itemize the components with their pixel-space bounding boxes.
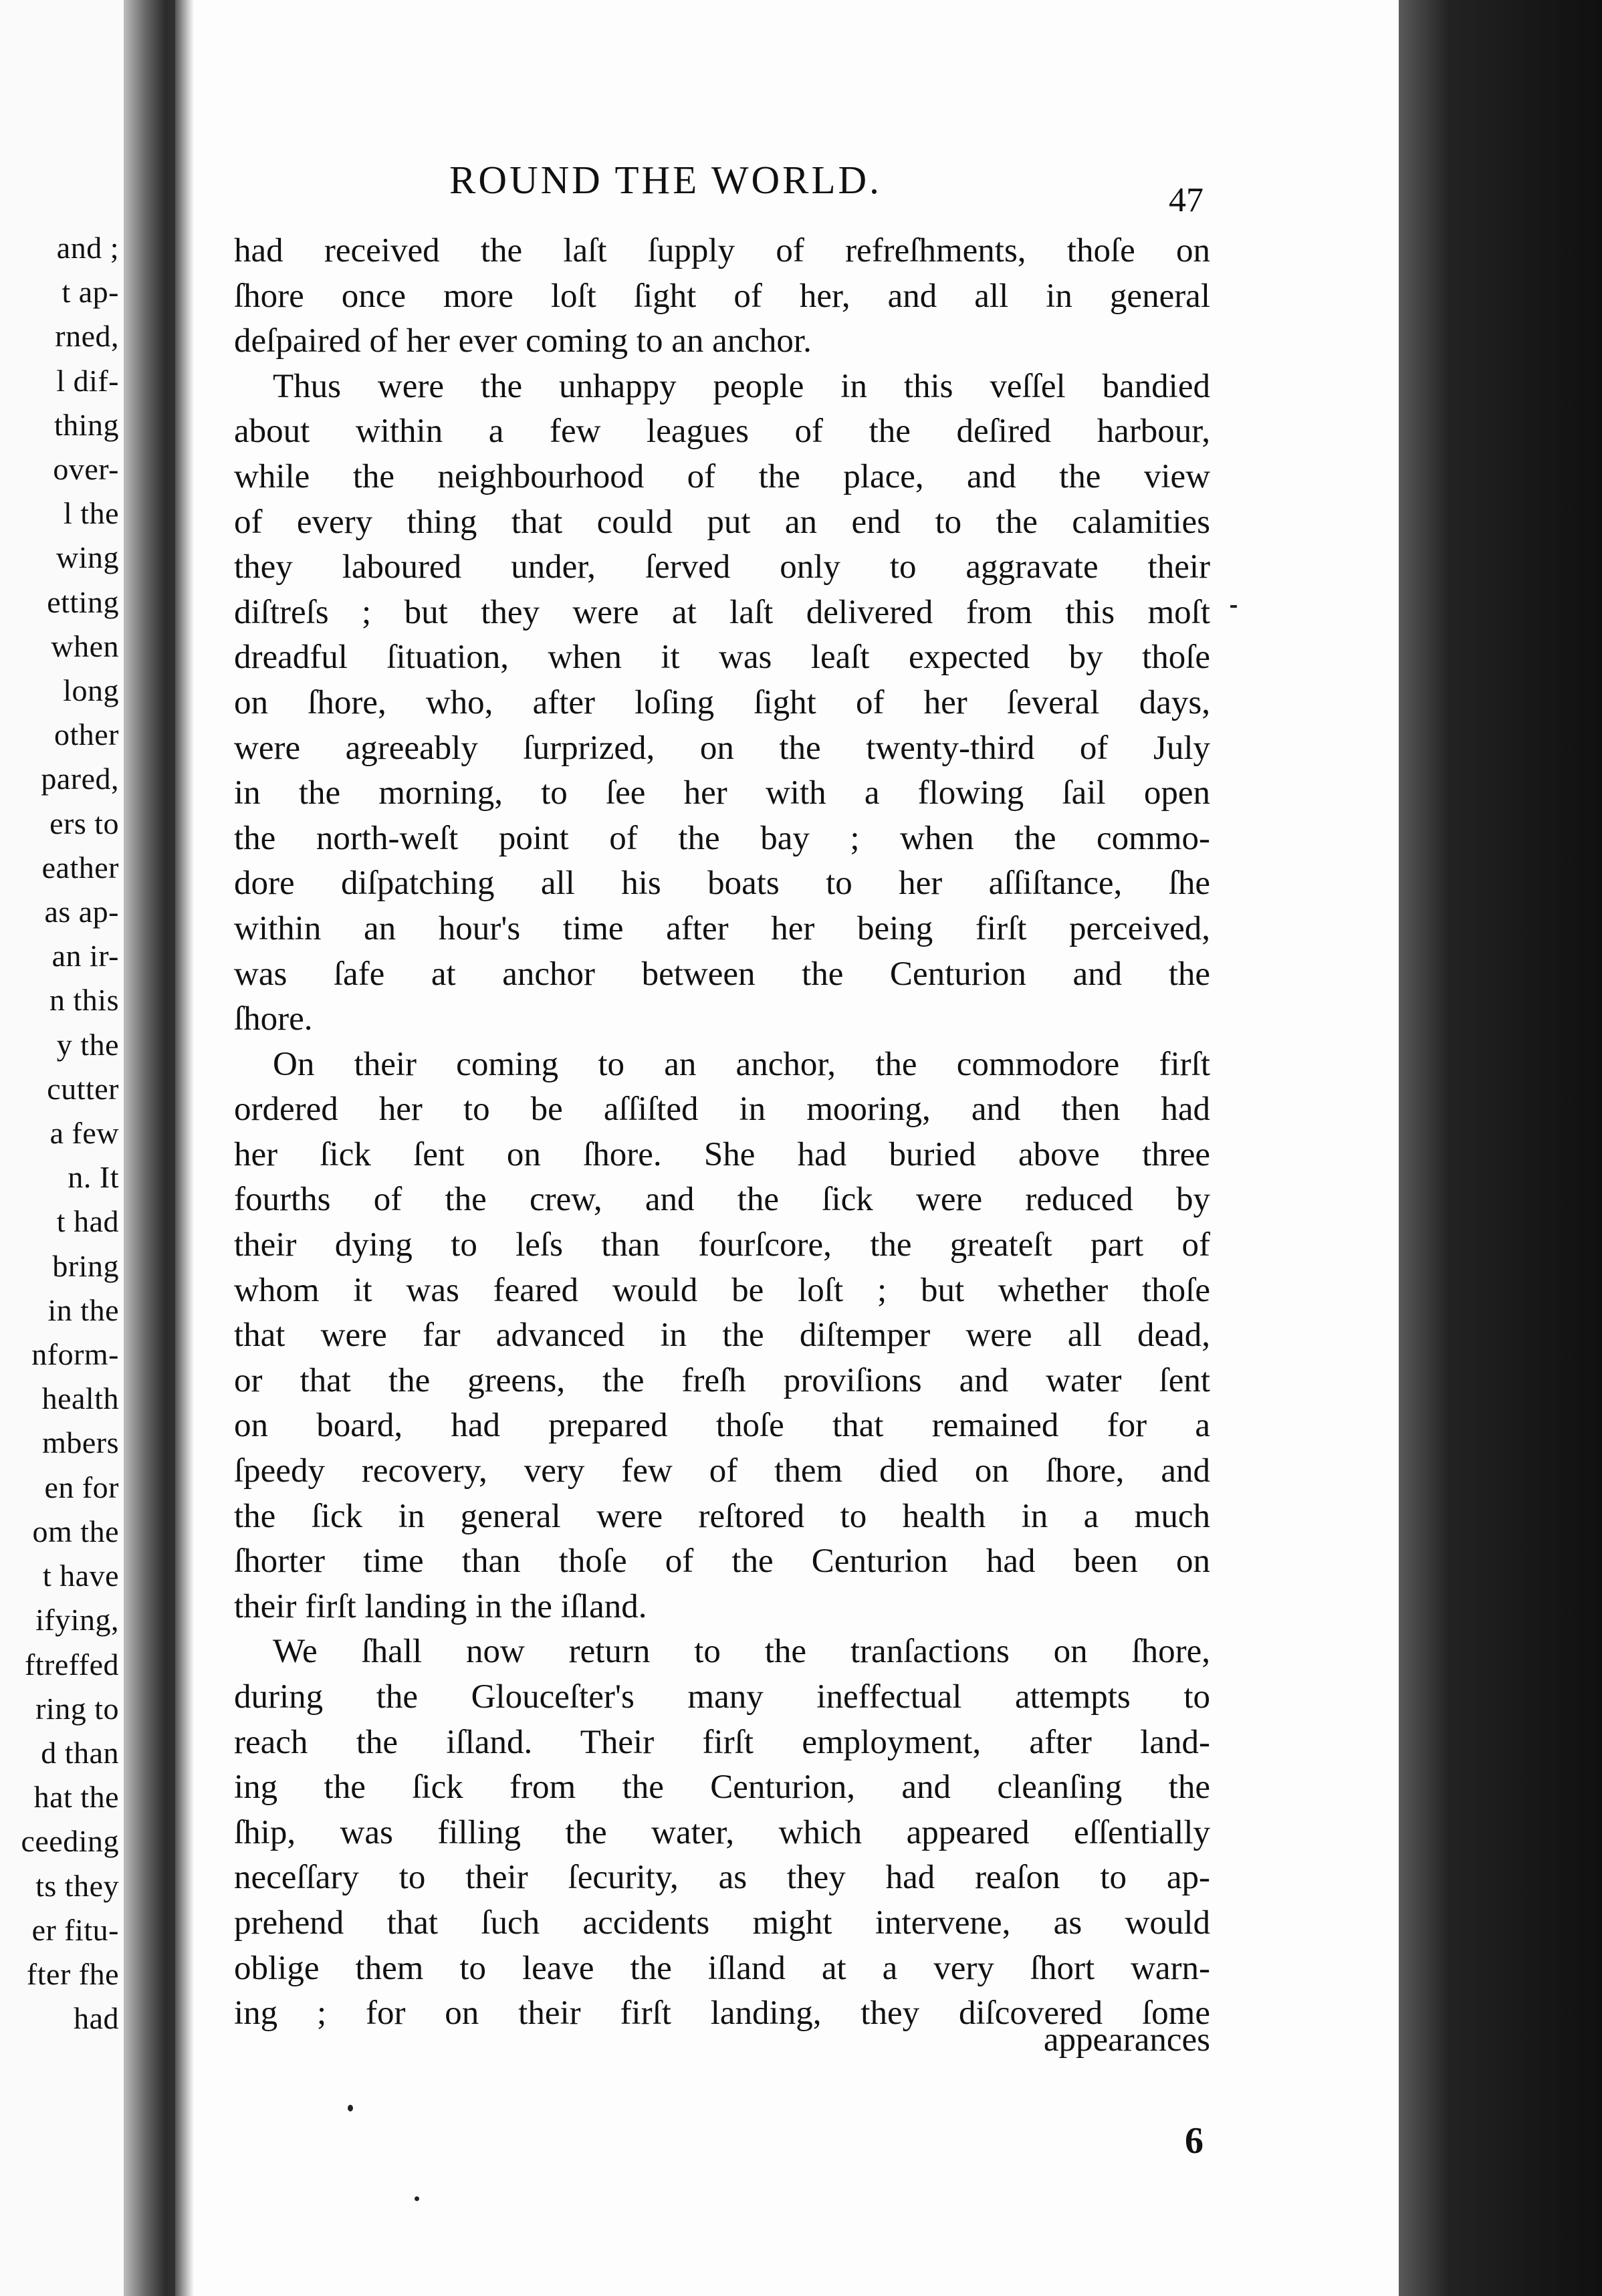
facing-line: etting	[47, 584, 119, 619]
text-line: they laboured under, ſerved only to aggravate their	[234, 548, 1210, 586]
text-line: deſpaired of her ever coming to an anchor.	[234, 322, 812, 360]
facing-line: nform-	[31, 1337, 119, 1372]
text-line: of every thing that could put an end to the calamities	[234, 503, 1210, 541]
text-line: or that the greens, the freſh proviſions and water ſent	[234, 1361, 1210, 1399]
text-line: was ſafe at anchor between the Centurion and the	[234, 955, 1210, 993]
text-line: that were far advanced in the diſtemper were all dead,	[234, 1316, 1210, 1355]
text-line: We ſhall now return to the tranſactions on ſhore,	[273, 1633, 1210, 1671]
facing-line: other	[53, 717, 119, 752]
facing-line: health	[41, 1381, 119, 1416]
text-line: in the morning, to ſee her with a flowing ſail open	[234, 774, 1210, 812]
text-line: the ſick in general were reſtored to health in a much	[234, 1497, 1210, 1535]
facing-line: d than	[41, 1735, 119, 1770]
text-line: diſtreſs ; but they were at laſt delivered from this moſt	[234, 593, 1210, 631]
text-line: were agreeably ſurprized, on the twenty-third of July	[234, 729, 1210, 767]
text-line: had received the laſt ſupply of refreſhments, thoſe on	[234, 232, 1210, 269]
text-line: reach the iſland. Their firſt employment, after land-	[234, 1723, 1210, 1761]
page-outer-shadow	[1399, 0, 1602, 2296]
text-line: fourths of the crew, and the ſick were reduced by	[234, 1181, 1210, 1219]
body-text	[234, 229, 1210, 2037]
facing-line: hat the	[33, 1780, 119, 1815]
text-line: neceſſary to their ſecurity, as they had reaſon to ap-	[234, 1859, 1210, 1897]
page-number: 47	[1169, 181, 1204, 219]
facing-line: mbers	[42, 1425, 119, 1460]
facing-line: l dif-	[56, 363, 119, 398]
text-line: their firſt landing in the iſland.	[234, 1587, 647, 1625]
facing-line: ring to	[35, 1691, 119, 1726]
text-line: dreadful ſituation, when it was leaſt expected by thoſe	[234, 639, 1210, 677]
facing-line: in the	[47, 1292, 119, 1327]
facing-line: fter fhe	[26, 1956, 119, 1991]
facing-line: l the	[64, 496, 119, 531]
text-line: ſhore once more loſt ſight of her, and all in general	[234, 277, 1210, 315]
facing-line: y the	[56, 1027, 119, 1062]
facing-line: bring	[52, 1248, 119, 1283]
facing-line: and ;	[56, 231, 119, 265]
signature-mark: 6	[1185, 2120, 1204, 2162]
facing-line: ceeding	[21, 1824, 119, 1859]
facing-line: over-	[53, 452, 119, 487]
facing-line: eather	[41, 850, 119, 885]
ink-speck	[348, 2105, 353, 2111]
text-line: her ſick ſent on ſhore. She had buried above three	[234, 1135, 1210, 1173]
facing-line: n this	[49, 983, 119, 1018]
facing-line: cutter	[47, 1071, 119, 1106]
text-line: their dying to leſs than fourſcore, the greateſt part of	[234, 1226, 1210, 1264]
text-line: oblige them to leave the iſland at a very ſhort warn-	[234, 1949, 1210, 1987]
facing-line: had	[74, 2001, 119, 2036]
facing-line: er fitu-	[31, 1912, 119, 1947]
facing-line: om the	[32, 1514, 119, 1548]
facing-line: pared,	[41, 762, 119, 796]
text-line: during the Glouceſter's many ineffectual attempts to	[234, 1678, 1210, 1716]
text-line: ſhip, was filling the water, which appeared eſſentially	[234, 1813, 1210, 1851]
facing-line: wing	[56, 540, 119, 575]
text-line: ordered her to be aſſiſted in mooring, and then had	[234, 1090, 1210, 1129]
facing-line: t ap-	[62, 275, 119, 310]
facing-line: a few	[49, 1116, 119, 1151]
text-line: On their coming to an anchor, the commodore firſt	[273, 1045, 1210, 1083]
facing-line: ers to	[49, 806, 119, 840]
facing-line: ts they	[35, 1868, 119, 1903]
text-line: whom it was feared would be loſt ; but whether thoſe	[234, 1271, 1210, 1309]
text-line: ſhore.	[234, 1000, 313, 1038]
facing-line: an ir-	[51, 939, 119, 973]
page-inner-edge	[175, 0, 194, 2296]
text-line: Thus were the unhappy people in this veſſel bandied	[273, 367, 1210, 405]
text-line: ſhorter time than thoſe of the Centurion had been on	[234, 1542, 1210, 1581]
text-line: while the neighbourhood of the place, and the view	[234, 457, 1210, 495]
text-line: on ſhore, who, after loſing ſight of her ſeveral days,	[234, 683, 1210, 721]
text-line: the north-weſt point of the bay ; when the commo-	[234, 819, 1210, 857]
facing-line: n. It	[68, 1160, 119, 1195]
facing-line: thing	[53, 407, 119, 442]
running-head: ROUND THE WORLD.	[449, 158, 882, 202]
catchword: appearances	[1043, 2021, 1210, 2059]
facing-page-line-ends	[0, 226, 119, 2041]
facing-line: ifying,	[35, 1603, 119, 1637]
facing-line: ftreffed	[24, 1647, 119, 1682]
ink-speck	[415, 2196, 419, 2201]
text-line: prehend that ſuch accidents might intervene, as would	[234, 1904, 1210, 1942]
text-line: on board, had prepared thoſe that remained for a	[234, 1407, 1210, 1445]
facing-line: as ap-	[44, 895, 119, 929]
facing-line: t have	[42, 1559, 119, 1593]
facing-page-left	[0, 0, 137, 2296]
ink-speck	[1230, 605, 1237, 608]
text-line: ing ; for on their firſt landing, they diſcovered ſome	[234, 1994, 1210, 2033]
facing-line: long	[63, 673, 119, 708]
facing-line: en for	[44, 1470, 119, 1504]
text-line: about within a few leagues of the deſired harbour,	[234, 413, 1210, 451]
facing-line: when	[51, 628, 119, 663]
text-line: dore diſpatching all his boats to her aſſiſtance, ſhe	[234, 865, 1210, 903]
text-line: ing the ſick from the Centurion, and cleanſing the	[234, 1768, 1210, 1807]
facing-line: t had	[56, 1204, 119, 1239]
facing-line: rned,	[55, 319, 119, 354]
text-line: ſpeedy recovery, very few of them died on ſhore, and	[234, 1452, 1210, 1490]
text-line: within an hour's time after her being firſt perceived,	[234, 909, 1210, 947]
